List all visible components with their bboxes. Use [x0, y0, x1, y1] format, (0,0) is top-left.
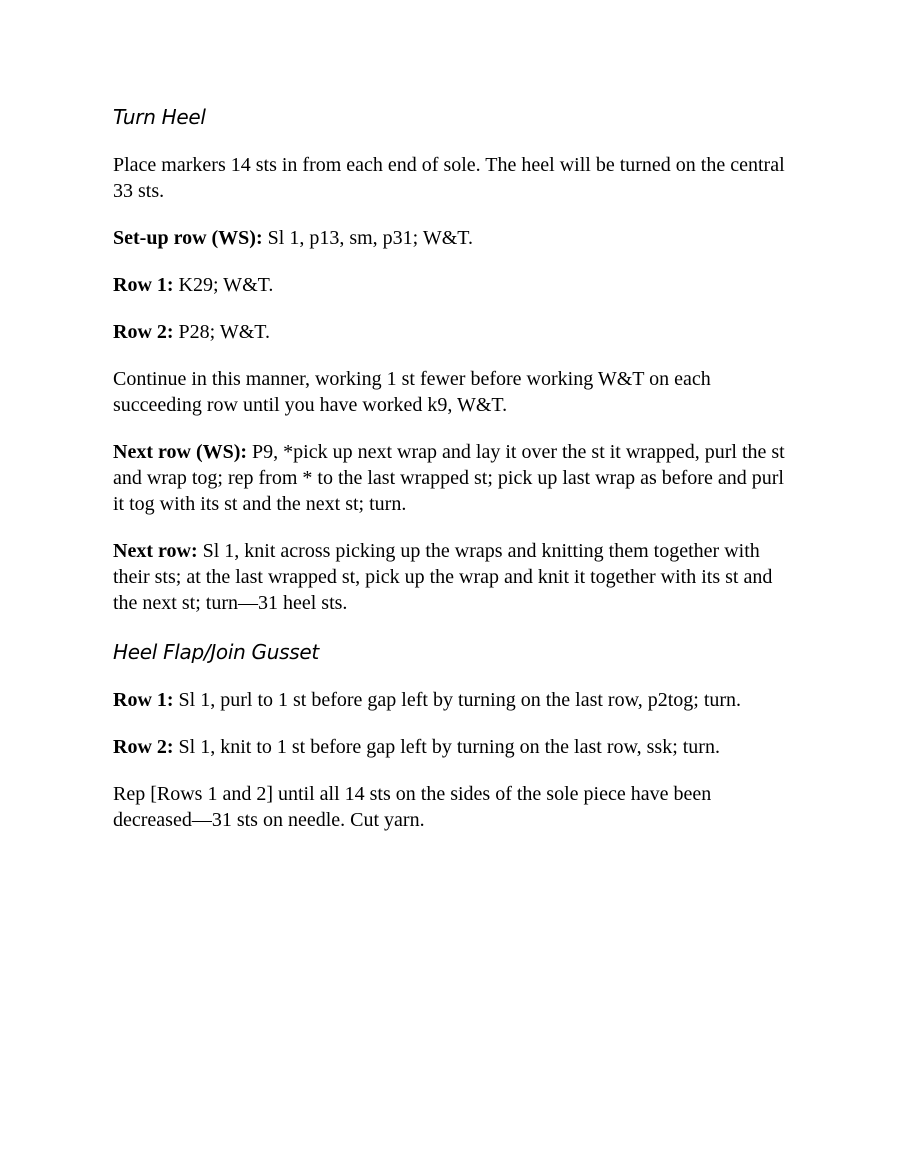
- paragraph-text: Sl 1, purl to 1 st before gap left by turning on the last row, p2tog; turn.: [173, 689, 742, 711]
- paragraph-text: Sl 1, knit to 1 st before gap left by turning on the last row, ssk; turn.: [173, 736, 720, 758]
- paragraph-text: K29; W&T.: [173, 274, 274, 296]
- paragraph-label: Row 1:: [113, 274, 174, 296]
- paragraph-label: Row 2:: [113, 321, 174, 343]
- paragraph-label: Next row:: [113, 540, 198, 562]
- paragraph-text: Sl 1, p13, sm, p31; W&T.: [262, 227, 474, 249]
- paragraph-repeat: [113, 781, 793, 833]
- paragraph-place-markers: [113, 152, 793, 204]
- paragraph-text: P9, *pick up next wrap and lay it over the st it wrapped, purl the st and wrap tog; rep from * to the last wrapped st; pick up last wrap as before and purl it tog with its st and the next st; turn.: [113, 441, 785, 515]
- paragraph-row-2: [113, 319, 793, 345]
- paragraph-text: Place markers 14 sts in from each end of sole. The heel will be turned on the central 33 sts.: [113, 154, 785, 202]
- section-heading-turn-heel: Turn Heel: [113, 105, 206, 129]
- paragraph-continue: [113, 366, 793, 418]
- paragraph-label: Set-up row (WS):: [113, 227, 263, 249]
- paragraph-text: Sl 1, knit across picking up the wraps and knitting them together with their sts; at the last wrapped st, pick up the wrap and knit it together with its st and the next st; turn—31 heel sts.: [113, 540, 773, 614]
- paragraph-label: Row 2:: [113, 736, 174, 758]
- paragraph-row-1: [113, 272, 793, 298]
- paragraph-gusset-row-1: [113, 687, 793, 713]
- paragraph-text: Rep [Rows 1 and 2] until all 14 sts on the sides of the sole piece have been decreased—31 sts on needle. Cut yarn.: [113, 783, 712, 831]
- section-heading-heel-flap: Heel Flap/Join Gusset: [113, 640, 319, 664]
- paragraph-label: Row 1:: [113, 689, 174, 711]
- paragraph-gusset-row-2: [113, 734, 793, 760]
- paragraph-next-row: [113, 538, 793, 616]
- paragraph-next-row-ws: [113, 439, 793, 517]
- paragraph-text: Continue in this manner, working 1 st fewer before working W&T on each succeeding row until you have worked k9, W&T.: [113, 368, 711, 416]
- document-page: [113, 102, 793, 854]
- paragraph-text: P28; W&T.: [173, 321, 271, 343]
- paragraph-setup-row: [113, 225, 793, 251]
- paragraph-label: Next row (WS):: [113, 441, 248, 463]
